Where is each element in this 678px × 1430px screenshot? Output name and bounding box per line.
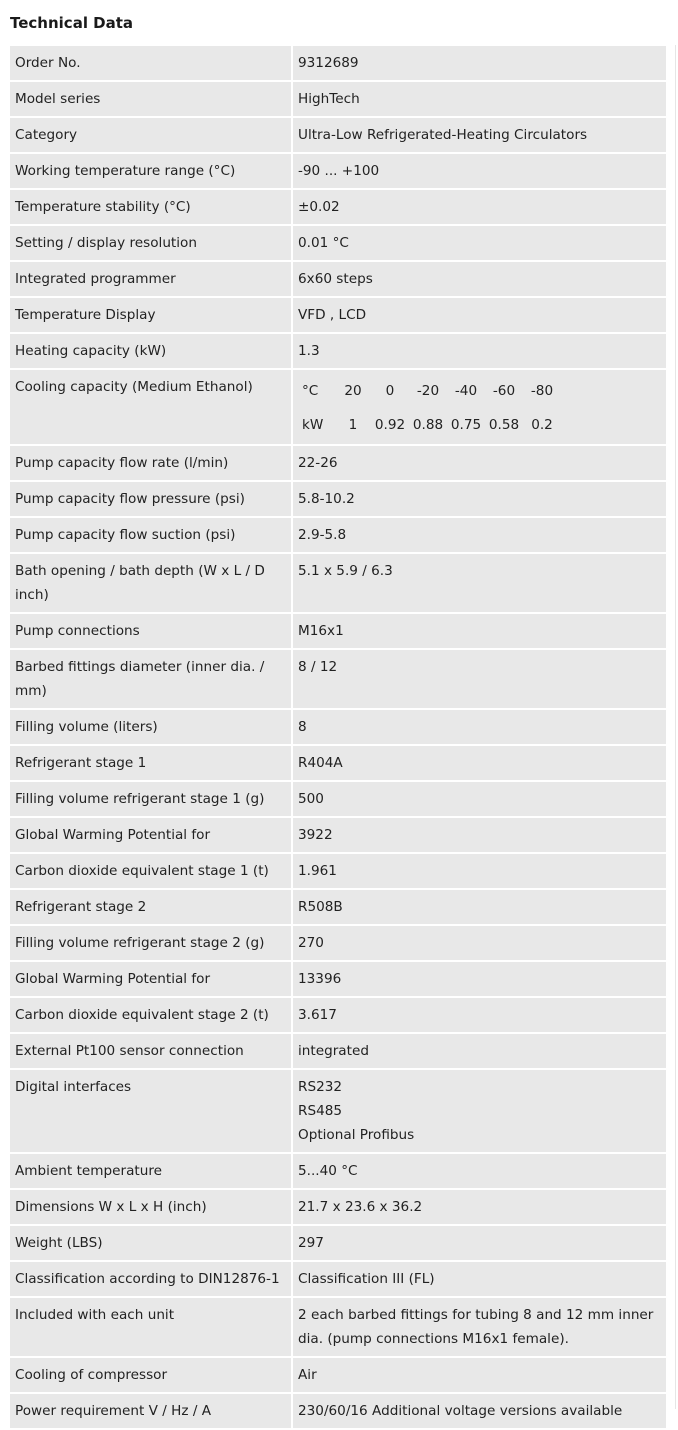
cooling-temp: -40 bbox=[454, 383, 478, 399]
row-label: Classification according to DIN12876-1 bbox=[10, 1262, 291, 1296]
row-value: 21.7 x 23.6 x 36.2 bbox=[293, 1190, 666, 1224]
row-label: Integrated programmer bbox=[10, 262, 291, 296]
cooling-capacity-table bbox=[293, 370, 666, 444]
row-label: Order No. bbox=[10, 46, 291, 80]
row-label: Global Warming Potential for bbox=[10, 962, 291, 996]
row-label: Cooling of compressor bbox=[10, 1358, 291, 1392]
row-value: R404A bbox=[293, 746, 666, 780]
row-label: Pump capacity flow pressure (psi) bbox=[10, 482, 291, 516]
table-row bbox=[10, 998, 666, 1032]
table-row bbox=[10, 1190, 666, 1224]
row-label: External Pt100 sensor connection bbox=[10, 1034, 291, 1068]
row-value: Classification III (FL) bbox=[293, 1262, 666, 1296]
table-row bbox=[10, 82, 666, 116]
row-label: Filling volume refrigerant stage 1 (g) bbox=[10, 782, 291, 816]
interface-line: Optional Profibus bbox=[298, 1127, 415, 1143]
row-label: Filling volume (liters) bbox=[10, 710, 291, 744]
table-row bbox=[10, 1358, 666, 1392]
cooling-power: 0.2 bbox=[531, 417, 553, 433]
table-row bbox=[10, 482, 666, 516]
row-value: M16x1 bbox=[293, 614, 666, 648]
row-label: Weight (LBS) bbox=[10, 1226, 291, 1260]
table-row bbox=[10, 1154, 666, 1188]
row-value: 8 / 12 bbox=[293, 650, 666, 708]
row-value: 297 bbox=[293, 1226, 666, 1260]
table-row bbox=[10, 262, 666, 296]
cooling-power-unit: kW bbox=[302, 417, 324, 433]
table-row bbox=[10, 154, 666, 188]
cooling-temp: -20 bbox=[416, 383, 440, 399]
table-row bbox=[10, 1070, 666, 1152]
divider bbox=[675, 45, 676, 1409]
section-title: Technical Data bbox=[10, 14, 134, 32]
row-value: 8 bbox=[293, 710, 666, 744]
row-label: Heating capacity (kW) bbox=[10, 334, 291, 368]
row-label: Refrigerant stage 2 bbox=[10, 890, 291, 924]
row-label: Working temperature range (°C) bbox=[10, 154, 291, 188]
cooling-temp: 0 bbox=[385, 383, 395, 399]
row-label: Carbon dioxide equivalent stage 1 (t) bbox=[10, 854, 291, 888]
cooling-temp: -80 bbox=[530, 383, 554, 399]
row-value: Air bbox=[293, 1358, 666, 1392]
table-row bbox=[10, 46, 666, 80]
table-row bbox=[10, 1034, 666, 1068]
row-label: Setting / display resolution bbox=[10, 226, 291, 260]
cooling-power: 0.88 bbox=[412, 417, 444, 433]
cooling-temp: 20 bbox=[344, 383, 362, 399]
table-row bbox=[10, 1394, 666, 1428]
row-value: 5.1 x 5.9 / 6.3 bbox=[293, 554, 666, 612]
row-label: Temperature Display bbox=[10, 298, 291, 332]
row-value: 6x60 steps bbox=[293, 262, 666, 296]
table-row bbox=[10, 1262, 666, 1296]
row-label: Refrigerant stage 1 bbox=[10, 746, 291, 780]
cooling-power: 0.75 bbox=[450, 417, 482, 433]
table-row bbox=[10, 710, 666, 744]
row-value: HighTech bbox=[293, 82, 666, 116]
table-row bbox=[10, 782, 666, 816]
table-row bbox=[10, 334, 666, 368]
row-value: 5...40 °C bbox=[293, 1154, 666, 1188]
row-label: Bath opening / bath depth (W x L / D inch) bbox=[10, 554, 291, 612]
cooling-temp-unit: °C bbox=[302, 383, 319, 399]
row-value: Ultra-Low Refrigerated-Heating Circulators bbox=[293, 118, 666, 152]
row-value: 22-26 bbox=[293, 446, 666, 480]
row-value: 3922 bbox=[293, 818, 666, 852]
row-label: Temperature stability (°C) bbox=[10, 190, 291, 224]
row-label: Power requirement V / Hz / A bbox=[10, 1394, 291, 1428]
row-label: Ambient temperature bbox=[10, 1154, 291, 1188]
technical-data-table bbox=[8, 44, 668, 1430]
row-value: R508B bbox=[293, 890, 666, 924]
row-value: 230/60/16 Additional voltage versions available bbox=[293, 1394, 666, 1428]
table-row bbox=[10, 554, 666, 612]
cooling-temp: -60 bbox=[492, 383, 516, 399]
row-label: Filling volume refrigerant stage 2 (g) bbox=[10, 926, 291, 960]
row-label: Included with each unit bbox=[10, 1298, 291, 1356]
table-row bbox=[10, 818, 666, 852]
row-value: 270 bbox=[293, 926, 666, 960]
row-label: Pump capacity flow suction (psi) bbox=[10, 518, 291, 552]
row-value bbox=[293, 1070, 666, 1152]
cooling-power: 0.58 bbox=[488, 417, 520, 433]
row-label: Pump connections bbox=[10, 614, 291, 648]
row-value: -90 ... +100 bbox=[293, 154, 666, 188]
table-row bbox=[10, 370, 666, 444]
row-label: Barbed fittings diameter (inner dia. / mm) bbox=[10, 650, 291, 708]
row-label: Global Warming Potential for bbox=[10, 818, 291, 852]
row-label: Carbon dioxide equivalent stage 2 (t) bbox=[10, 998, 291, 1032]
row-value: 13396 bbox=[293, 962, 666, 996]
table-row bbox=[10, 118, 666, 152]
table-row bbox=[10, 854, 666, 888]
row-value: 2.9-5.8 bbox=[293, 518, 666, 552]
table-row bbox=[10, 962, 666, 996]
row-value: ±0.02 bbox=[293, 190, 666, 224]
row-value: VFD , LCD bbox=[293, 298, 666, 332]
table-row bbox=[10, 298, 666, 332]
row-label: Digital interfaces bbox=[10, 1070, 291, 1152]
interface-line: RS485 bbox=[298, 1103, 343, 1119]
row-value: 500 bbox=[293, 782, 666, 816]
table-row bbox=[10, 614, 666, 648]
table-row bbox=[10, 890, 666, 924]
table-row bbox=[10, 1226, 666, 1260]
table-row bbox=[10, 518, 666, 552]
table-row bbox=[10, 446, 666, 480]
row-value: 2 each barbed fittings for tubing 8 and 12 mm inner dia. (pump connections M16x1 female). bbox=[293, 1298, 666, 1356]
row-label: Dimensions W x L x H (inch) bbox=[10, 1190, 291, 1224]
cooling-power: 1 bbox=[348, 417, 358, 433]
table-row bbox=[10, 746, 666, 780]
row-value: 0.01 °C bbox=[293, 226, 666, 260]
table-row bbox=[10, 1298, 666, 1356]
row-value: 1.3 bbox=[293, 334, 666, 368]
row-label: Cooling capacity (Medium Ethanol) bbox=[10, 370, 291, 444]
row-label: Model series bbox=[10, 82, 291, 116]
row-value: 9312689 bbox=[293, 46, 666, 80]
row-value: 1.961 bbox=[293, 854, 666, 888]
table-row bbox=[10, 190, 666, 224]
row-value: integrated bbox=[293, 1034, 666, 1068]
table-row bbox=[10, 926, 666, 960]
interface-line: RS232 bbox=[298, 1079, 343, 1095]
table-row bbox=[10, 226, 666, 260]
row-value: 3.617 bbox=[293, 998, 666, 1032]
row-label: Category bbox=[10, 118, 291, 152]
row-value: 5.8-10.2 bbox=[293, 482, 666, 516]
row-label: Pump capacity flow rate (l/min) bbox=[10, 446, 291, 480]
cooling-power: 0.92 bbox=[374, 417, 406, 433]
table-row bbox=[10, 650, 666, 708]
